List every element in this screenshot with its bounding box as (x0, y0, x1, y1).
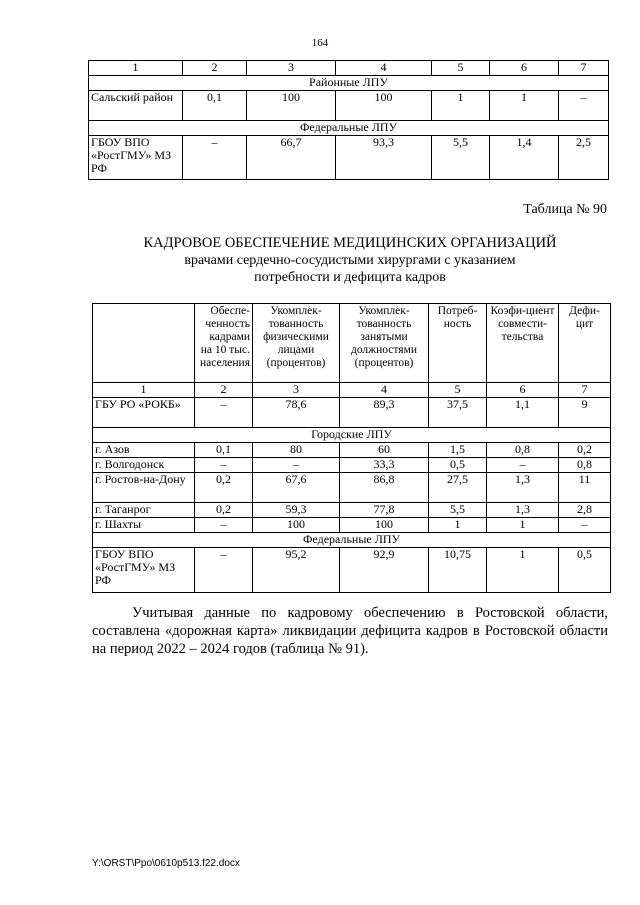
col-number: 7 (559, 383, 611, 398)
cell: 27,5 (429, 473, 487, 503)
cell: – (195, 548, 253, 593)
col-number: 3 (247, 61, 336, 76)
column-number-row (89, 61, 609, 76)
cell: 78,6 (253, 398, 340, 428)
table-row (89, 136, 609, 180)
cell: 0,1 (195, 443, 253, 458)
cell: 59,3 (253, 503, 340, 518)
cell: – (559, 91, 609, 121)
cell: 93,3 (336, 136, 432, 180)
table-row (93, 503, 611, 518)
cell: – (559, 518, 611, 533)
title-line: потребности и дефицита кадров (254, 270, 446, 285)
row-name: г. Волгодонск (93, 458, 195, 473)
header-cell (93, 304, 195, 383)
cell: – (195, 458, 253, 473)
cell: 60 (340, 443, 429, 458)
cell: 33,3 (340, 458, 429, 473)
cell: 100 (336, 91, 432, 121)
cell: – (253, 458, 340, 473)
cell: 95,2 (253, 548, 340, 593)
col-number: 5 (429, 383, 487, 398)
col-number: 6 (487, 383, 559, 398)
cell: 1 (487, 548, 559, 593)
page-number: 164 (311, 37, 329, 49)
section-header: Федеральные ЛПУ (89, 121, 609, 136)
col-number: 5 (432, 61, 490, 76)
body-paragraph (92, 604, 608, 658)
col-number: 3 (253, 383, 340, 398)
cell: 67,6 (253, 473, 340, 503)
cell: 1 (432, 91, 490, 121)
cell: 9 (559, 398, 611, 428)
cell: 0,8 (559, 458, 611, 473)
file-path-footer: Y:\ORST\Ppo\0610p513.f22.docx (92, 858, 240, 869)
table-row (93, 443, 611, 458)
header-cell: Укомплек-тованность занятыми должностями (процентов) (340, 304, 429, 383)
row-name: г. Таганрог (93, 503, 195, 518)
cell: 10,75 (429, 548, 487, 593)
table-row (89, 91, 609, 121)
col-number: 4 (340, 383, 429, 398)
paragraph-text: Учитывая данные по кадровому обеспечению в Ростовской области, составлена «дорожная карта» ликвидации дефицита кадров в Ростовской области на период 2022 – 2024 годов (таблица № 91). (92, 605, 608, 657)
cell: 0,5 (429, 458, 487, 473)
cell: 0,5 (559, 548, 611, 593)
cell: 5,5 (429, 503, 487, 518)
table-label: Таблица № 90 (523, 202, 607, 217)
table-title (80, 235, 620, 286)
section-header: Городские ЛПУ (93, 428, 611, 443)
section-header: Федеральные ЛПУ (93, 533, 611, 548)
cell: 100 (247, 91, 336, 121)
col-number: 4 (336, 61, 432, 76)
table-staffing (92, 303, 611, 593)
row-name: ГБОУ ВПО «РостГМУ» МЗ РФ (93, 548, 195, 593)
header-cell: Укомплек-тованность физическими лицами (процентов) (253, 304, 340, 383)
row-name: г. Ростов-на-Дону (93, 473, 195, 503)
cell: 100 (253, 518, 340, 533)
cell: 0,2 (559, 443, 611, 458)
section-header: Районные ЛПУ (89, 76, 609, 91)
cell: 1,5 (429, 443, 487, 458)
cell: 1,1 (487, 398, 559, 428)
col-number: 2 (183, 61, 247, 76)
table-row (93, 548, 611, 593)
cell: 1 (490, 91, 559, 121)
cell: – (183, 136, 247, 180)
table-row (93, 518, 611, 533)
header-row (93, 304, 611, 383)
header-cell: Дефи-цит (559, 304, 611, 383)
cell: 0,8 (487, 443, 559, 458)
table-continuation (88, 60, 609, 180)
row-name: г. Азов (93, 443, 195, 458)
cell: – (195, 518, 253, 533)
column-number-row (93, 383, 611, 398)
table-row (93, 458, 611, 473)
cell: 0,1 (183, 91, 247, 121)
cell: – (487, 458, 559, 473)
row-name: г. Шахты (93, 518, 195, 533)
col-number: 6 (490, 61, 559, 76)
cell: 89,3 (340, 398, 429, 428)
header-cell: Потреб-ность (429, 304, 487, 383)
col-number: 7 (559, 61, 609, 76)
header-cell: Коэфи-циент совмести-тельства (487, 304, 559, 383)
cell: 92,9 (340, 548, 429, 593)
cell: 80 (253, 443, 340, 458)
cell: 2,8 (559, 503, 611, 518)
cell: 0,2 (195, 503, 253, 518)
cell: 11 (559, 473, 611, 503)
cell: 86,8 (340, 473, 429, 503)
col-number: 1 (93, 383, 195, 398)
cell: 77,8 (340, 503, 429, 518)
cell: 66,7 (247, 136, 336, 180)
row-name: ГБУ РО «РОКБ» (93, 398, 195, 428)
title-line: КАДРОВОЕ ОБЕСПЕЧЕНИЕ МЕДИЦИНСКИХ ОРГАНИЗАЦИЙ (143, 235, 557, 251)
cell: 0,2 (195, 473, 253, 503)
header-cell: Обеспе-ченность кадрами на 10 тыс. населения (195, 304, 253, 383)
cell: 1,3 (487, 503, 559, 518)
table-row (93, 473, 611, 503)
cell: 100 (340, 518, 429, 533)
col-number: 2 (195, 383, 253, 398)
title-line: врачами сердечно-сосудистыми хирургами с указанием (184, 253, 516, 268)
cell: 1,4 (490, 136, 559, 180)
row-name: ГБОУ ВПО «РостГМУ» МЗ РФ (89, 136, 183, 180)
cell: 5,5 (432, 136, 490, 180)
cell: 1 (429, 518, 487, 533)
cell: 1,3 (487, 473, 559, 503)
table-row (93, 398, 611, 428)
cell: 1 (487, 518, 559, 533)
col-number: 1 (89, 61, 183, 76)
row-name: Сальский район (89, 91, 183, 121)
cell: 2,5 (559, 136, 609, 180)
cell: 37,5 (429, 398, 487, 428)
cell: – (195, 398, 253, 428)
